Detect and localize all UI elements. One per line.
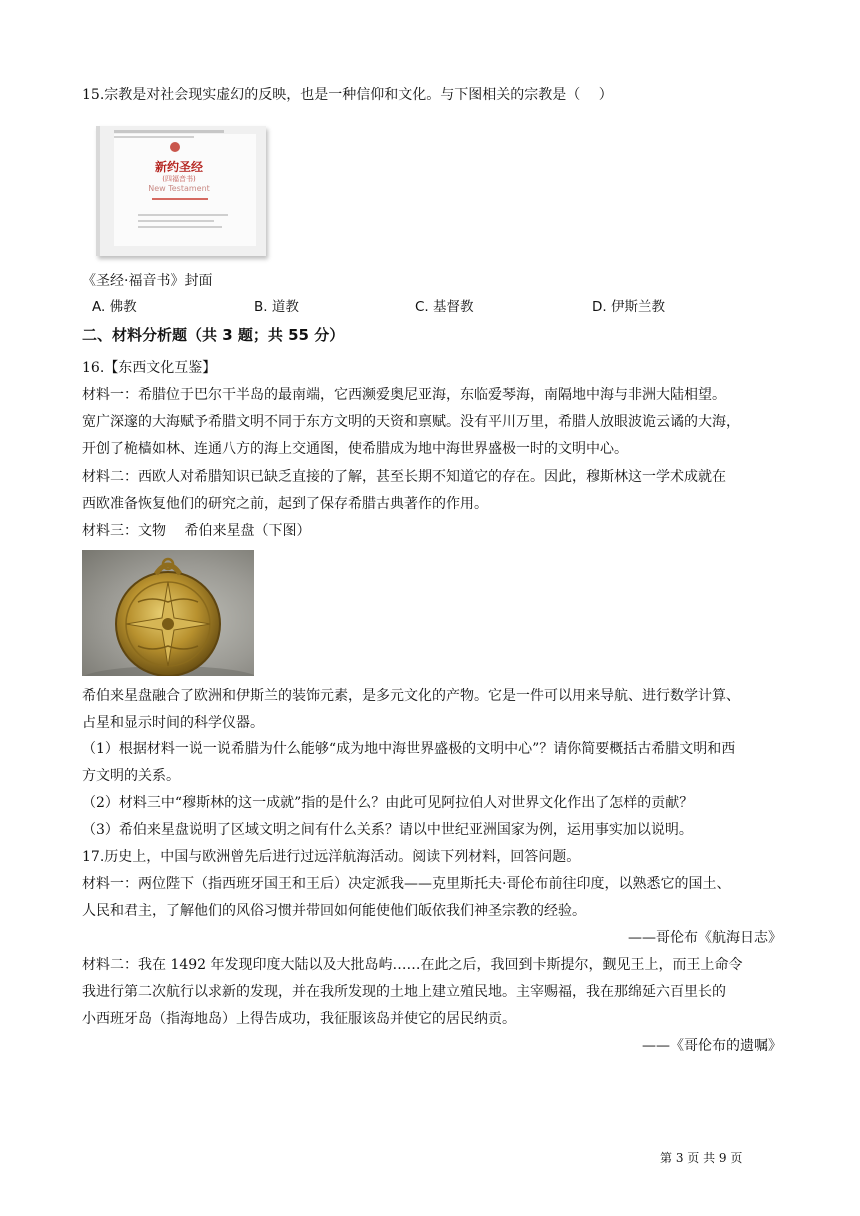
q15-option-b: B. 道教 <box>254 299 299 315</box>
q17-material2-line: 小西班牙岛（指海地岛）上得告成功，我征服该岛并使它的居民纳贡。 <box>82 1011 516 1027</box>
q16-material2-line: 西欧准备恢复他们的研究之前，起到了保存希腊古典著作的作用。 <box>82 496 488 512</box>
bible-cover-image <box>96 126 266 256</box>
q16-material3: 材料三：文物 希伯来星盘（下图） <box>82 523 311 539</box>
q17-material2-line: 我进行第二次航行以求新的发现，并在我所发现的土地上建立殖民地。主宰赐福，我在那绵延六百里长的 <box>82 984 726 1000</box>
q17-material1-line: 人民和君主，了解他们的风俗习惯并带回如何能使他们皈依我们神圣宗教的经验。 <box>82 903 586 919</box>
q17-stem: 17.历史上，中国与欧洲曾先后进行过远洋航海活动。阅读下列材料，回答问题。 <box>82 849 581 865</box>
q17-material1-line: 材料一：两位陛下（指西班牙国王和王后）决定派我——克里斯托夫·哥伦布前往印度，以熟悉它的国土、 <box>82 876 731 892</box>
q16-sub3: （3）希伯来星盘说明了区域文明之间有什么关系？请以中世纪亚洲国家为例，运用事实加以说明。 <box>82 822 693 838</box>
q16-material1-line: 宽广深邃的大海赋予希腊文明不同于东方文明的天资和禀赋。没有平川万里，希腊人放眼波诡云谲的大海， <box>82 414 740 430</box>
cover-subtitle: (四福音书) <box>162 175 196 183</box>
q15-option-a: A. 佛教 <box>92 299 137 315</box>
q16-desc-line: 占星和显示时间的科学仪器。 <box>82 715 264 731</box>
q17-material2-line: 材料二：我在 1492 年发现印度大陆以及大批岛屿……在此之后，我回到卡斯提尔，觐见王上，而王上命令 <box>82 957 743 973</box>
q17-source2: ——《哥伦布的遗嘱》 <box>642 1038 782 1054</box>
astrolabe-image <box>82 550 254 676</box>
q15-option-d: D. 伊斯兰教 <box>592 299 665 315</box>
q16-header: 16.【东西文化互鉴】 <box>82 360 217 376</box>
q16-material2-line: 材料二：西欧人对希腊知识已缺乏直接的了解，甚至长期不知道它的存在。因此，穆斯林这一学术成就在 <box>82 469 726 485</box>
q17-source1: ——哥伦布《航海日志》 <box>628 930 782 946</box>
q16-sub1-line: 方文明的关系。 <box>82 768 180 784</box>
section-heading: 二、材料分析题（共 3 题；共 55 分） <box>82 326 345 344</box>
q16-material1-line: 开创了桅樯如林、连通八方的海上交通图，使希腊成为地中海世界盛极一时的文明中心。 <box>82 441 628 457</box>
page-footer: 第 3 页 共 9 页 <box>660 1151 743 1165</box>
cover-emblem-icon <box>170 142 180 152</box>
cover-english: New Testament <box>148 184 210 193</box>
q15-option-c: C. 基督教 <box>415 299 474 315</box>
cover-title: 新约圣经 <box>154 160 203 174</box>
q16-sub2: （2）材料三中“穆斯林的这一成就”指的是什么？由此可见阿拉伯人对世界文化作出了怎样的贡献？ <box>82 795 694 811</box>
q16-desc-line: 希伯来星盘融合了欧洲和伊斯兰的装饰元素，是多元文化的产物。它是一件可以用来导航、进行数学计算、 <box>82 688 740 704</box>
q16-sub1-line: （1）根据材料一说一说希腊为什么能够“成为地中海世界盛极的文明中心”？请你简要概括古希腊文明和西 <box>82 741 736 757</box>
q16-material1-line: 材料一：希腊位于巴尔干半岛的最南端，它西濒爱奥尼亚海，东临爱琴海，南隔地中海与非洲大陆相望。 <box>82 387 726 403</box>
q15-stem: 15.宗教是对社会现实虚幻的反映，也是一种信仰和文化。与下图相关的宗教是（ ） <box>82 87 613 103</box>
q15-caption: 《圣经·福音书》封面 <box>82 273 213 289</box>
